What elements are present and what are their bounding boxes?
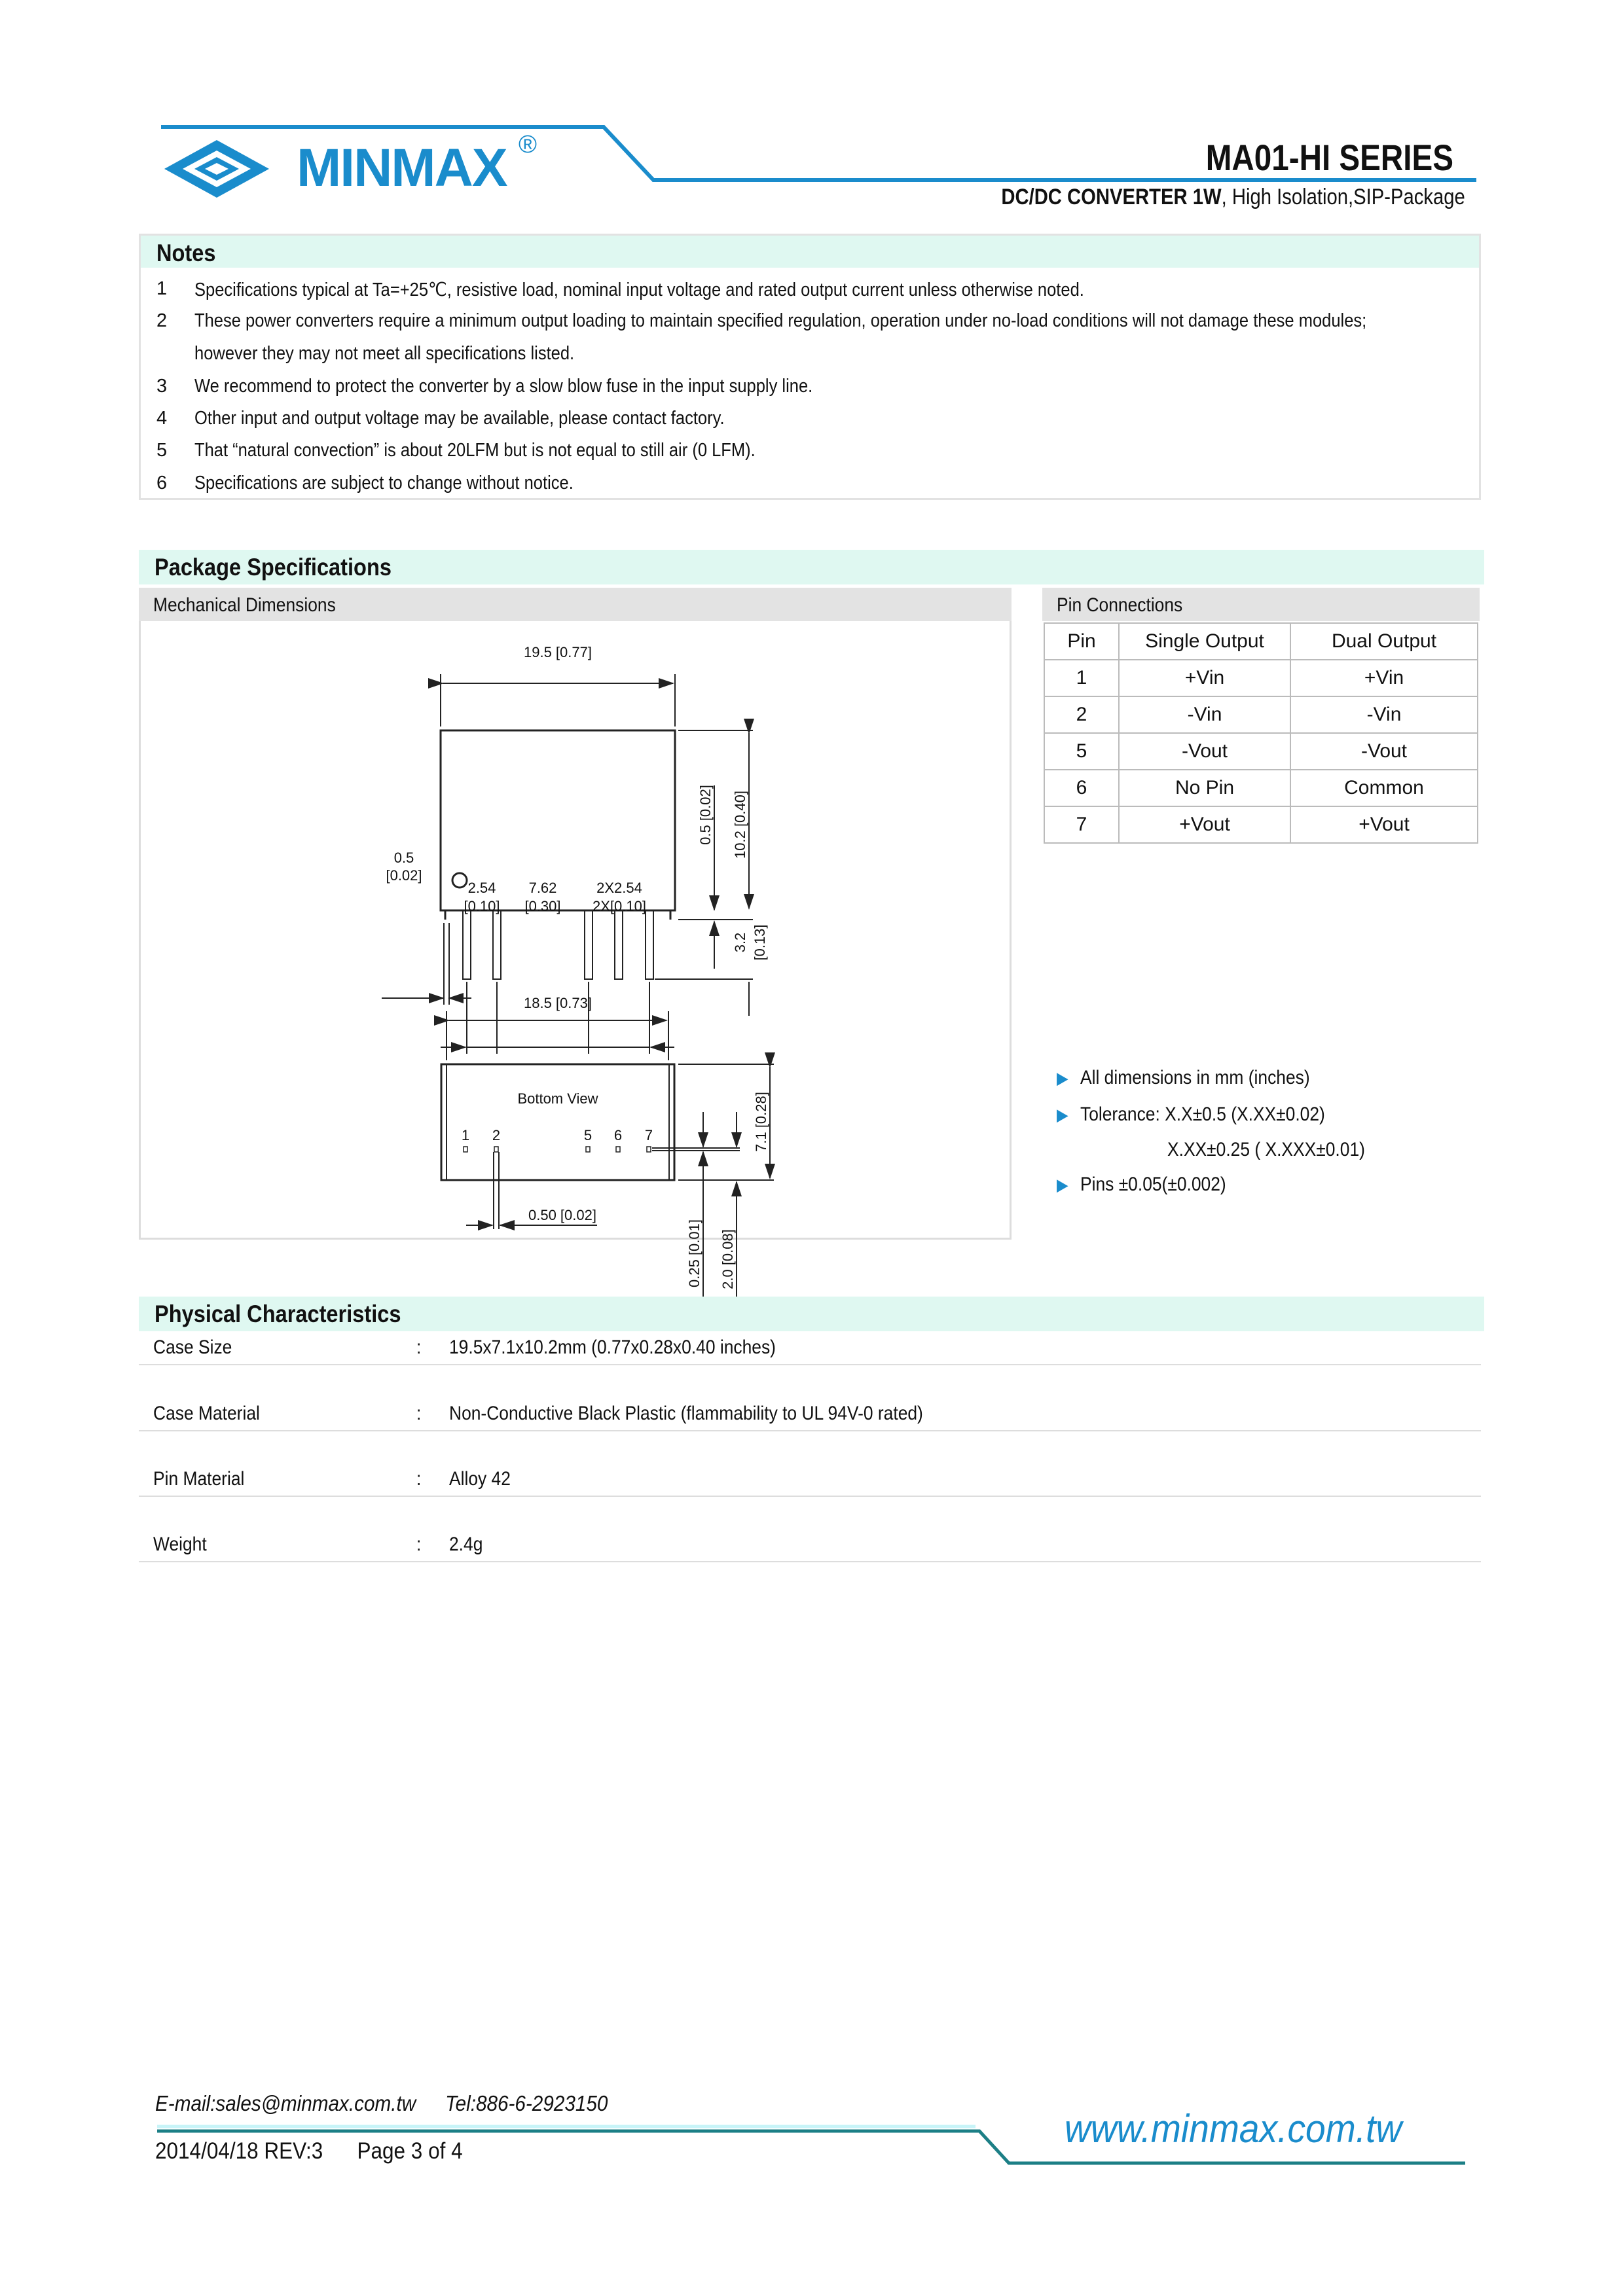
- table-cell: 1: [1044, 660, 1119, 696]
- bv-dim-pin-width: 0.50 [0.02]: [528, 1207, 596, 1223]
- physical-value: Alloy 42: [449, 1468, 511, 1490]
- pin-pad: [616, 1147, 620, 1152]
- table-cell: +Vin: [1290, 660, 1478, 696]
- col-pin: Pin: [1044, 623, 1119, 660]
- dim-pin-offset-in: [0.02]: [386, 867, 422, 884]
- footer-meta: [155, 2138, 463, 2164]
- footer-date-rev: 2014/04/18 REV:3: [155, 2138, 323, 2164]
- physical-label: Case Size: [153, 1336, 232, 1358]
- bv-dim-depth: 7.1 [0.28]: [753, 1092, 769, 1152]
- dim-pitch-2: 7.62: [528, 880, 557, 896]
- footer-contact: [155, 2091, 608, 2116]
- table-cell: 7: [1044, 806, 1119, 843]
- dimension-note: All dimensions in mm (inches): [1080, 1067, 1310, 1088]
- triangle-bullet-icon: ▶: [1057, 1068, 1068, 1088]
- bv-dim-pin-position: 2.0 [0.08]: [720, 1229, 736, 1289]
- pin-lead: [646, 910, 653, 979]
- notes-title: Notes: [156, 240, 216, 266]
- table-row: [1044, 733, 1478, 770]
- table-cell: -Vin: [1290, 696, 1478, 733]
- col-single: Single Output: [1119, 623, 1290, 660]
- pin-connections-table: [1044, 622, 1478, 844]
- physical-row: [139, 1467, 1481, 1497]
- physical-sep: :: [416, 1336, 422, 1358]
- table-cell: -Vout: [1290, 733, 1478, 770]
- physical-sep: :: [416, 1468, 422, 1490]
- footer-email[interactable]: E-mail:sales@minmax.com.tw: [155, 2091, 416, 2115]
- dim-width: 19.5 [0.77]: [524, 644, 592, 660]
- pin-number: 2: [492, 1127, 501, 1143]
- bottom-view-label: Bottom View: [517, 1090, 598, 1107]
- note-number: 2: [156, 310, 168, 331]
- pin-lead: [585, 910, 593, 979]
- note-text: Specifications typical at Ta=+25℃, resistive load, nominal input voltage and rated output current unless otherwise noted.: [194, 279, 1084, 300]
- subtitle-rest: , High Isolation,SIP-Package: [1221, 185, 1465, 209]
- side-view-pins: [463, 910, 653, 979]
- table-cell: -Vout: [1119, 733, 1290, 770]
- pin-lead: [493, 910, 501, 979]
- footer-tel: Tel:886-6-2923150: [445, 2091, 608, 2115]
- pin-pad: [464, 1147, 467, 1152]
- physical-title: Physical Characteristics: [155, 1300, 401, 1327]
- table-row: [1044, 696, 1478, 733]
- pin-number: 6: [613, 1127, 623, 1143]
- note-text: Specifications are subject to change without notice.: [194, 473, 574, 493]
- subtitle-bold: DC/DC CONVERTER 1W: [1001, 185, 1222, 209]
- note-number: 5: [156, 440, 168, 461]
- pin-title: Pin Connections: [1057, 594, 1183, 616]
- pin-number: 5: [583, 1127, 593, 1143]
- table-cell: +Vout: [1119, 806, 1290, 843]
- note-number: 6: [156, 473, 168, 493]
- dim-pitch-3: 2X2.54: [596, 880, 642, 896]
- dim-pin-length-in: [0.13]: [752, 924, 768, 961]
- dim-pitch-1-in: [0.10]: [464, 898, 500, 914]
- table-cell: No Pin: [1119, 770, 1290, 806]
- table-cell: +Vout: [1290, 806, 1478, 843]
- note-number: 1: [156, 278, 168, 299]
- physical-label: Case Material: [153, 1403, 260, 1424]
- footer-page: Page 3 of 4: [357, 2138, 463, 2164]
- table-row: [1044, 806, 1478, 843]
- triangle-bullet-icon: ▶: [1057, 1175, 1068, 1194]
- brand-name: MINMAX: [297, 138, 507, 198]
- package-title: Package Specifications: [155, 554, 392, 581]
- pin-pad: [586, 1147, 590, 1152]
- table-cell: 6: [1044, 770, 1119, 806]
- dimension-note: Tolerance: X.X±0.5 (X.XX±0.02): [1080, 1103, 1325, 1125]
- dim-pin-offset: 0.5: [393, 850, 414, 866]
- physical-value: Non-Conductive Black Plastic (flammability to UL 94V-0 rated): [449, 1403, 923, 1424]
- note-text: We recommend to protect the converter by a slow blow fuse in the input supply line.: [194, 376, 813, 397]
- bv-dim-width: 18.5 [0.73]: [524, 995, 592, 1011]
- note-number: 3: [156, 376, 168, 397]
- registered-mark: ®: [519, 131, 537, 158]
- physical-label: Weight: [153, 1534, 207, 1555]
- table-row: [1044, 770, 1478, 806]
- pin-number: 7: [644, 1127, 653, 1143]
- note-text: These power converters require a minimum output loading to maintain specified regulation, operation under no-load conditions will not damage these modules;: [194, 310, 1367, 331]
- physical-value: 19.5x7.1x10.2mm (0.77x0.28x0.40 inches): [449, 1336, 776, 1358]
- table-cell: Common: [1290, 770, 1478, 806]
- table-cell: 2: [1044, 696, 1119, 733]
- dimension-note: Pins ±0.05(±0.002): [1080, 1174, 1226, 1195]
- note-text: Other input and output voltage may be available, please contact factory.: [194, 408, 725, 429]
- physical-label: Pin Material: [153, 1468, 245, 1490]
- series-title: MA01-HI SERIES: [1205, 137, 1453, 178]
- dimension-note: X.XX±0.25 ( X.XXX±0.01): [1167, 1139, 1365, 1160]
- table-row: [1044, 660, 1478, 696]
- physical-header: [139, 1297, 1484, 1331]
- table-cell: -Vin: [1119, 696, 1290, 733]
- pin-pad: [647, 1147, 651, 1152]
- bottom-view: [441, 1064, 674, 1180]
- table-cell: +Vin: [1119, 660, 1290, 696]
- table-header-row: [1044, 623, 1478, 660]
- bv-dim-pin-thickness: 0.25 [0.01]: [686, 1219, 702, 1287]
- mechanical-title: Mechanical Dimensions: [153, 594, 336, 616]
- dim-pin-length: 3.2: [732, 932, 748, 953]
- physical-row: [139, 1401, 1481, 1431]
- pin-number: 1: [461, 1127, 470, 1143]
- physical-row: [139, 1532, 1481, 1562]
- physical-sep: :: [416, 1534, 422, 1555]
- dim-height: 10.2 [0.40]: [732, 791, 748, 859]
- pin-lead: [463, 910, 471, 979]
- dim-standoff: 0.5 [0.02]: [697, 785, 714, 845]
- pin-pad: [494, 1147, 498, 1152]
- dim-pitch-1: 2.54: [467, 880, 496, 896]
- dim-pitch-2-in: [0.30]: [524, 898, 561, 914]
- table-cell: 5: [1044, 733, 1119, 770]
- note-number: 4: [156, 408, 168, 429]
- footer-website[interactable]: www.minmax.com.tw: [1065, 2107, 1402, 2151]
- physical-row: [139, 1335, 1481, 1365]
- pin-lead: [615, 910, 623, 979]
- col-dual: Dual Output: [1290, 623, 1478, 660]
- bottom-view-pins: [462, 1127, 653, 1152]
- note-text: That “natural convection” is about 20LFM but is not equal to still air (0 LFM).: [194, 440, 756, 461]
- physical-value: 2.4g: [449, 1534, 483, 1555]
- triangle-bullet-icon: ▶: [1057, 1105, 1068, 1124]
- dim-pitch-3-in: 2X[0.10]: [593, 898, 646, 914]
- note-text: however they may not meet all specifications listed.: [194, 343, 575, 364]
- physical-sep: :: [416, 1403, 422, 1424]
